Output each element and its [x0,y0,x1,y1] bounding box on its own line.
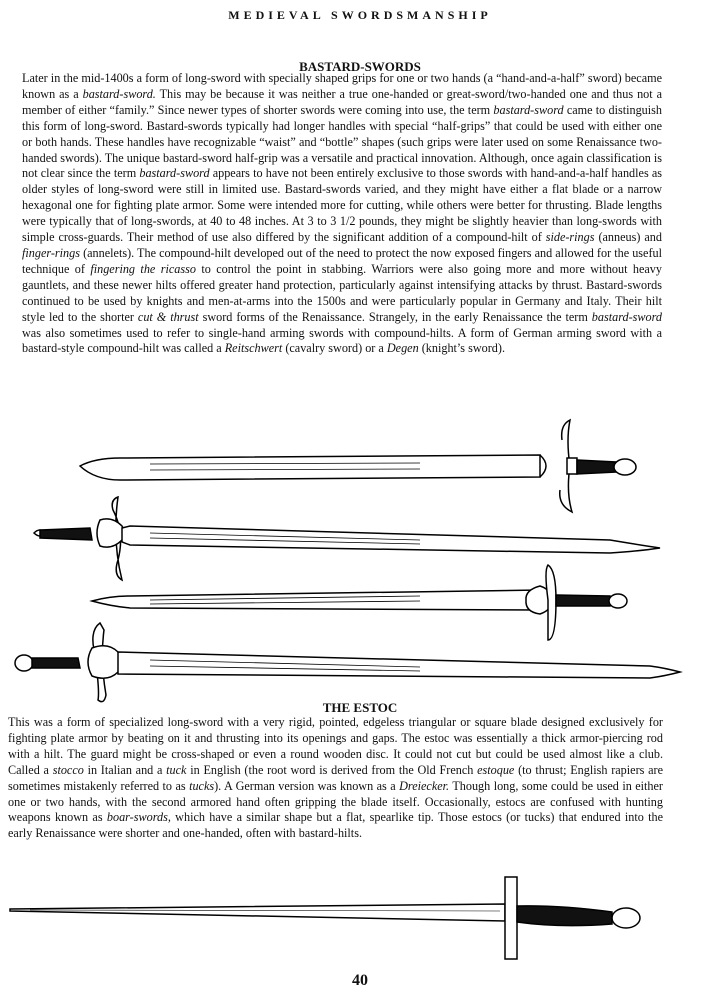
italic-term: tucks [189,778,215,793]
italic-term: bastard-sword. [82,86,156,101]
text-run: (annelets). The compound-hilt developed out of the need to protect the now exposed fingers and allowed for the useful technique of [22,245,662,276]
text-run: in Italian and a [83,762,167,777]
page-number: 40 [352,972,368,989]
text-run: (to thrust; English rapiers are sometimes mistakenly referred to as [8,762,663,793]
text-run: (knight’s sword). [418,341,505,356]
text-run: This was a form of specialized long-sword with a very rigid, pointed, edgeless triangular or square blade designed exclusively for fighting plate armor by beating on it and thrusting into its openings and gaps. The estoc was essentially a thick armor-piercing rod with a hilt. The guard might be cross-shaped or even a round wooden disc. It could not cut but could be used almost like a club. Called a [8,715,663,777]
italic-term: Reitschwert [224,341,283,356]
heading-bastard-swords: BASTARD-SWORDS [299,59,421,74]
text-run: ). A German version was known as a [214,778,400,793]
sword-illustration-4 [15,623,680,702]
sword-illustration-2 [34,497,660,580]
text-run: This may be because it was neither a true one-handed or great-sword/two-handed one and thus not a member of either “family.” Since newer types of shorter swords were coming into use, the term [22,86,662,117]
running-head: MEDIEVAL SWORDSMANSHIP [228,8,492,22]
sword-illustration-1 [80,420,636,512]
text-run: (cavalry sword) or a [282,341,387,356]
italic-term: bastard-sword [591,309,662,324]
italic-term: fingering the ricasso [90,261,196,276]
italic-term: bastard-sword [493,102,564,117]
sword-illustration-3 [92,565,627,640]
text-run: Though long, some could be used in either one or two hands, with the second armored hand often gripping the blade itself. Occasionally, estocs are confused with hunting weapons known as [8,778,663,825]
paragraph-the-estoc [8,715,663,842]
italic-term: Degen [386,341,419,356]
italic-term: finger-rings [22,245,80,260]
italic-term: stocco [52,762,84,777]
text-run: appears to have not been entirely exclusive to those swords with hand-and-a-half handles as older styles of long-sword were still in limited use. Bastard-swords varied, and they might have either a flat blade or a narrow hexagonal one for fighting plate armor. Some were intended more for cutting, while others were better for thrusting. Blade lengths were typically that of long-swords, at 40 to 48 inches. At 3 to 3 1/2 pounds, they might be slightly heavier than long-swords with simple cross-guards. Their method of use also differed by the significant addition of a compound-hilt of [22,166,662,245]
text-run: was also sometimes used to refer to single-hand arming swords with compound-hilts. A form of German arming sword with a bastard-style compound-hilt was called a [22,325,662,356]
estoc-illustration [10,877,640,959]
italic-term: Dreiecker. [399,778,450,793]
text-run: Later in the mid-1400s a form of long-sword with specially shaped grips for one or two hands (a “hand-and-a-half” sword) became known as a [22,71,662,101]
italic-term: cut & thrust [137,309,199,324]
heading-the-estoc: THE ESTOC [322,700,398,715]
text-run: to control the point in stabbing. Warriors were also going more and more without heavy gauntlets, and these newer hilts offered greater hand protection, particularly against intensifying attacks by thrust. Bastard-swords continued to be used by knights and men-at-arms into the 1500s and were particularly popular in Germany and Italy. Their hilt style led to the shorter [22,261,662,324]
text-run: in English (the root word is derived from the Old French [186,762,478,777]
text-run: (anneus) and [594,230,662,245]
italic-term: side-rings [545,230,595,245]
text-run: came to distinguish this form of long-sword. Bastard-swords typically had longer handles with special “half-grips” that could be used with either one or both hands. These handles have recognizable “waist” and “bottle” shapes (such grips were later used on some Renaissance two-handed swords). The unique bastard-sword half-grip was a versatile and practical innovation. Although, once again classification is not clear since the term [22,102,663,181]
italic-term: estoque [477,762,515,777]
italic-term: boar-swords, [106,810,171,825]
italic-term: tuck [166,762,187,777]
text-run: which have a similar shape but a flat, spearlike tip. Those estocs (or tucks) that endured into the early Renaissance were shorter and one-handed, often with bastard-hilts. [8,810,663,841]
text-run: sword forms of the Renaissance. Strangely, in the early Renaissance the term [198,309,592,324]
italic-term: bastard-sword [139,166,210,181]
